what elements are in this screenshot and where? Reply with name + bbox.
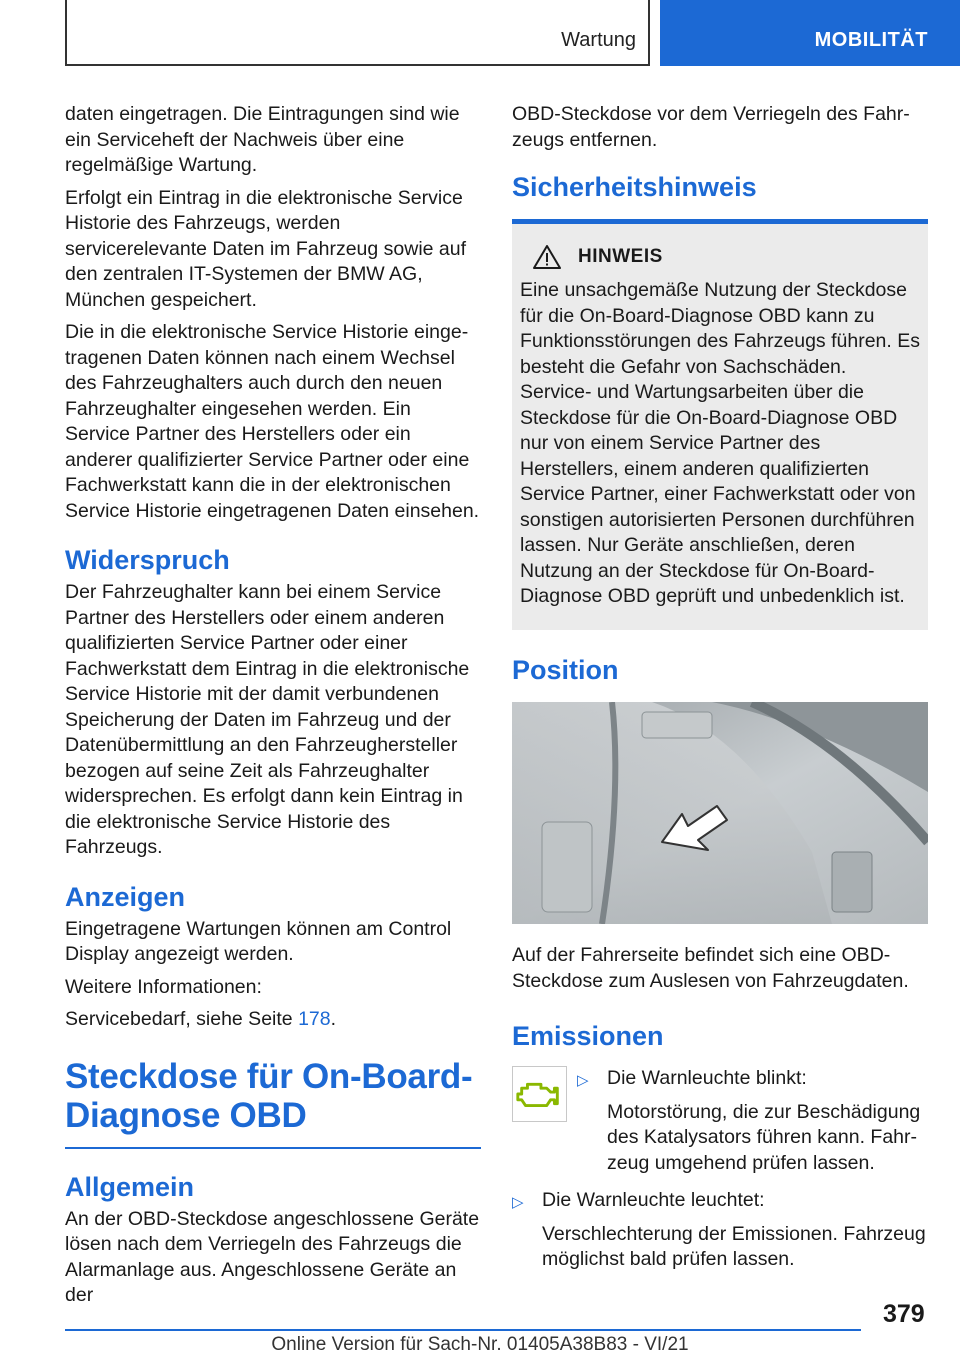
note-header bbox=[520, 244, 920, 270]
obd-position-photo bbox=[512, 702, 928, 924]
heading-emissionen: Emissionen bbox=[512, 1021, 664, 1051]
paragraph: OBD-Steckdose vor dem Verriegeln des Fahrzeugs entfernen. bbox=[512, 103, 910, 151]
page-number: 379 bbox=[883, 1300, 925, 1328]
note-box bbox=[512, 224, 928, 630]
header-chapter-label: MOBILITÄT bbox=[814, 29, 928, 51]
note-text: Eine unsachgemäße Nutzung der Steckdose für die On-Board-Diagnose OBD kann zu Funktionsstörungen des Fahrzeugs führen. Es besteht die Gefahr von Sachschäden. Service- und Wartungsarbeiten über die Steckdose für die On-Board-Diagnose OBD nur von einem Service Partner des Herstellers, einem anderen qualifizierten Service Partner, einer Fachwerkstatt oder von sonstigen autorisierten Personen durchführen lassen. Nur Geräte anschließen, deren Nutzung an der Steckdose für On-Board-Diagnose OBD geprüft und unbedenklich ist. bbox=[520, 279, 920, 607]
header-section-box bbox=[65, 0, 650, 66]
triangle-bullet-icon: ▷ bbox=[577, 1072, 589, 1089]
list-item bbox=[512, 1188, 928, 1216]
page-link-178[interactable]: 178 bbox=[298, 1008, 331, 1030]
list-item-text: Motorstörung, die zur Beschädigung des Katalysators führen kann. Fahrzeug umgehend prüfen lassen. bbox=[607, 1100, 921, 1174]
paragraph-page-reference bbox=[65, 1007, 481, 1033]
paragraph: Weitere Informationen: bbox=[65, 975, 262, 998]
list-item-title: Die Warnleuchte leuchtet: bbox=[542, 1189, 765, 1211]
header-section-title: Wartung bbox=[561, 29, 636, 51]
right-column bbox=[512, 102, 928, 1273]
heading-widerspruch: Widerspruch bbox=[65, 545, 230, 575]
heading-sicherheitshinweis: Sicherheitshinweis bbox=[512, 171, 928, 224]
footer-divider bbox=[65, 1329, 861, 1331]
triangle-bullet-icon: ▷ bbox=[512, 1194, 524, 1211]
note-title: HINWEIS bbox=[578, 246, 663, 268]
reference-suffix: . bbox=[330, 1008, 337, 1030]
chapter-title: Steckdose für On-Board-Diagnose OBD bbox=[65, 1057, 481, 1149]
header-chapter-tab bbox=[660, 0, 960, 66]
warning-triangle-icon bbox=[532, 244, 562, 270]
left-column bbox=[65, 102, 481, 1316]
footer-version: Online Version für Sach-Nr. 01405A38B83 - VI/21 bbox=[271, 1334, 689, 1355]
paragraph: Erfolgt ein Eintrag in die elektronische Service Historie des Fahrzeugs, werden servicerelevante Daten im Fahrzeug sowie auf den zentralen IT-Systemen der BMW AG, München gespeichert. bbox=[65, 186, 467, 311]
paragraph: An der OBD-Steckdose angeschlossene Geräte lösen nach dem Verriegeln des Fahrzeugs die Alarmanlage aus. Angeschlossene Geräte an der bbox=[65, 1207, 480, 1306]
check-engine-icon bbox=[512, 1066, 567, 1122]
emission-item-lit bbox=[512, 1188, 928, 1273]
emission-item-blinking bbox=[512, 1066, 928, 1176]
list-item-title: Die Warnleuchte blinkt: bbox=[607, 1067, 807, 1089]
emission-item-content bbox=[512, 1188, 928, 1273]
photo-caption: Auf der Fahrerseite befindet sich eine OBD-Steckdose zum Auslesen von Fahrzeugdaten. bbox=[512, 944, 909, 992]
heading-anzeigen: Anzeigen bbox=[65, 881, 186, 912]
paragraph: Der Fahrzeughalter kann bei einem Service Partner des Herstellers oder einem anderen qualifizierten Service Partner oder einer Fachwerkstatt dem Eintrag in die elektronische Service Historie mit der damit verbundenen Speicherung der Daten im Fahrzeug und der Datenübermittlung an den Fahrzeughersteller bezogen auf seine Zeit als Fahrzeughalter widersprechen. Es erfolgt dann kein Eintrag in die elektronische Service Historie des Fahrzeugs. bbox=[65, 581, 470, 858]
reference-text: Servicebedarf, siehe Seite bbox=[65, 1008, 299, 1030]
list-item bbox=[577, 1066, 928, 1094]
paragraph: daten eingetragen. Die Eintragungen sind wie ein Serviceheft der Nachweis über eine regelmäßige Wartung. bbox=[65, 103, 460, 176]
heading-allgemein: Allgemein bbox=[65, 1171, 195, 1202]
emission-item-content bbox=[577, 1066, 928, 1176]
paragraph: Eingetragene Wartungen können am Control Display angezeigt werden. bbox=[65, 917, 452, 965]
paragraph: Die in die elektronische Service Historie eingetragenen Daten können nach einem Wechsel des Fahrzeughalters auch durch den neuen Fahrzeughalter eingesehen werden. Ein Service Partner des Herstellers oder ein anderer qualifizierter Service Partner oder eine Fachwerkstatt kann die in der elektronischen Service Historie eingetragenen Daten einsehen. bbox=[65, 321, 480, 522]
list-item-text: Verschlechterung der Emissionen. Fahrzeug möglichst bald prüfen lassen. bbox=[542, 1222, 926, 1270]
heading-position: Position bbox=[512, 654, 619, 685]
